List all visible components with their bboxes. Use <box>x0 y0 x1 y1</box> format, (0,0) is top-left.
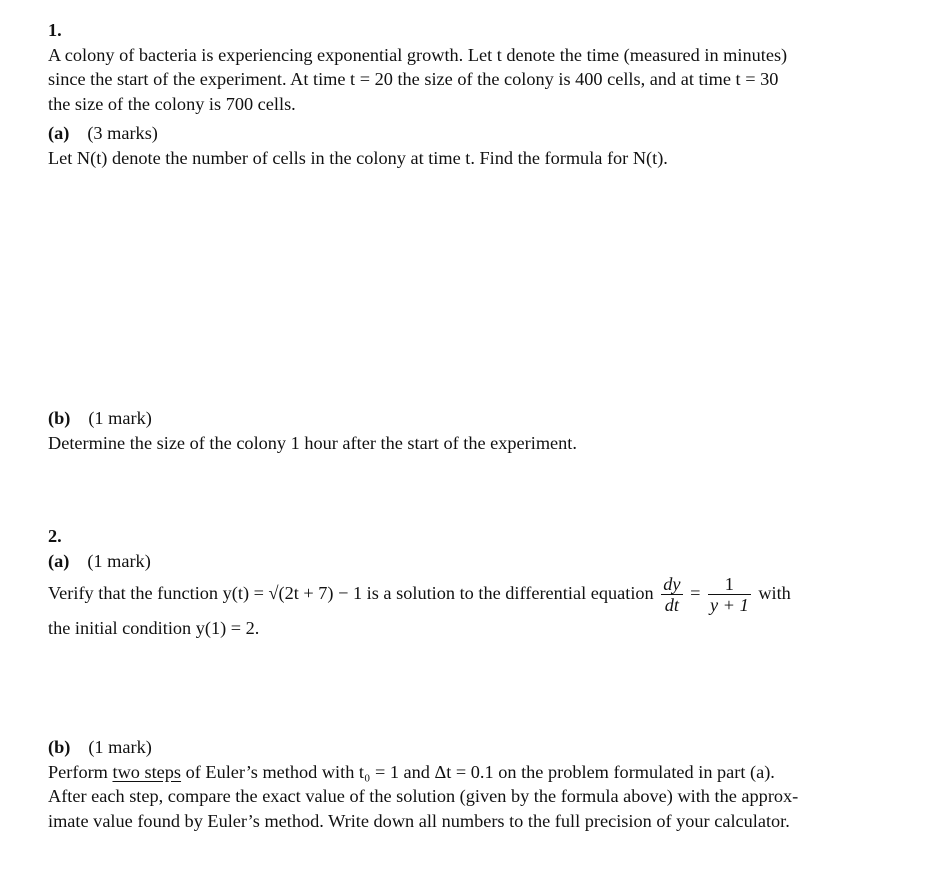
marks-label: (1 mark) <box>88 737 152 757</box>
question-2 <box>48 524 918 573</box>
question-1-intro-line-2: since the start of the experiment. At time t = 20 the size of the colony is 400 cells, and at time t = 30 <box>48 69 779 89</box>
derivative-fraction <box>661 574 682 615</box>
part-label: (b) <box>48 737 71 757</box>
question-2-part-b-line-2: After each step, compare the exact value of the solution (given by the formula above) with the approx- <box>48 786 799 806</box>
question-2-number: 2. <box>48 526 62 546</box>
marks-label: (1 mark) <box>88 408 152 428</box>
part-label: (a) <box>48 550 70 571</box>
underlined-two-steps: two steps <box>112 761 182 782</box>
ode-with-text: with <box>758 583 791 603</box>
question-2-part-b-line-3: imate value found by Euler’s method. Write down all numbers to the full precision of your calculator. <box>48 810 790 831</box>
text-fragment: Perform <box>48 761 108 782</box>
question-1 <box>48 18 918 116</box>
question-2-part-b-line-1 <box>48 760 918 785</box>
question-1-part-b-text: Determine the size of the colony 1 hour after the start of the experiment. <box>48 432 577 453</box>
question-2-part-b <box>48 735 918 833</box>
marks-label: (3 marks) <box>87 123 158 143</box>
question-2-part-a-text <box>48 572 918 615</box>
text-fragment: of Euler’s method with t₀ = 1 and Δt = 0.1 on the problem formulated in part (a). <box>185 761 775 782</box>
question-2-part-a-line-2: the initial condition y(1) = 2. <box>48 618 260 638</box>
rhs-numerator: 1 <box>724 574 734 595</box>
derivative-numerator: dy <box>663 574 681 595</box>
rhs-denominator: y + 1 <box>710 595 749 616</box>
question-1-intro-line-1: A colony of bacteria is experiencing exponential growth. Let t denote the time (measured in minutes) <box>48 44 788 65</box>
marks-label: (1 mark) <box>87 550 151 571</box>
question-1-part-a-text: Let N(t) denote the number of cells in the colony at time t. Find the formula for N(t). <box>48 147 668 168</box>
part-label: (b) <box>48 408 71 428</box>
question-1-intro-line-3: the size of the colony is 700 cells. <box>48 93 296 114</box>
question-1-part-a <box>48 121 918 170</box>
question-1-part-b <box>48 406 918 455</box>
ode-intro-text: Verify that the function y(t) = √(2t + 7) − 1 is a solution to the differential equation <box>48 583 654 603</box>
equals-sign: = <box>690 583 701 603</box>
question-1-number: 1. <box>48 20 62 40</box>
part-label: (a) <box>48 123 70 143</box>
derivative-denominator: dt <box>661 594 682 615</box>
rhs-fraction <box>708 574 751 615</box>
